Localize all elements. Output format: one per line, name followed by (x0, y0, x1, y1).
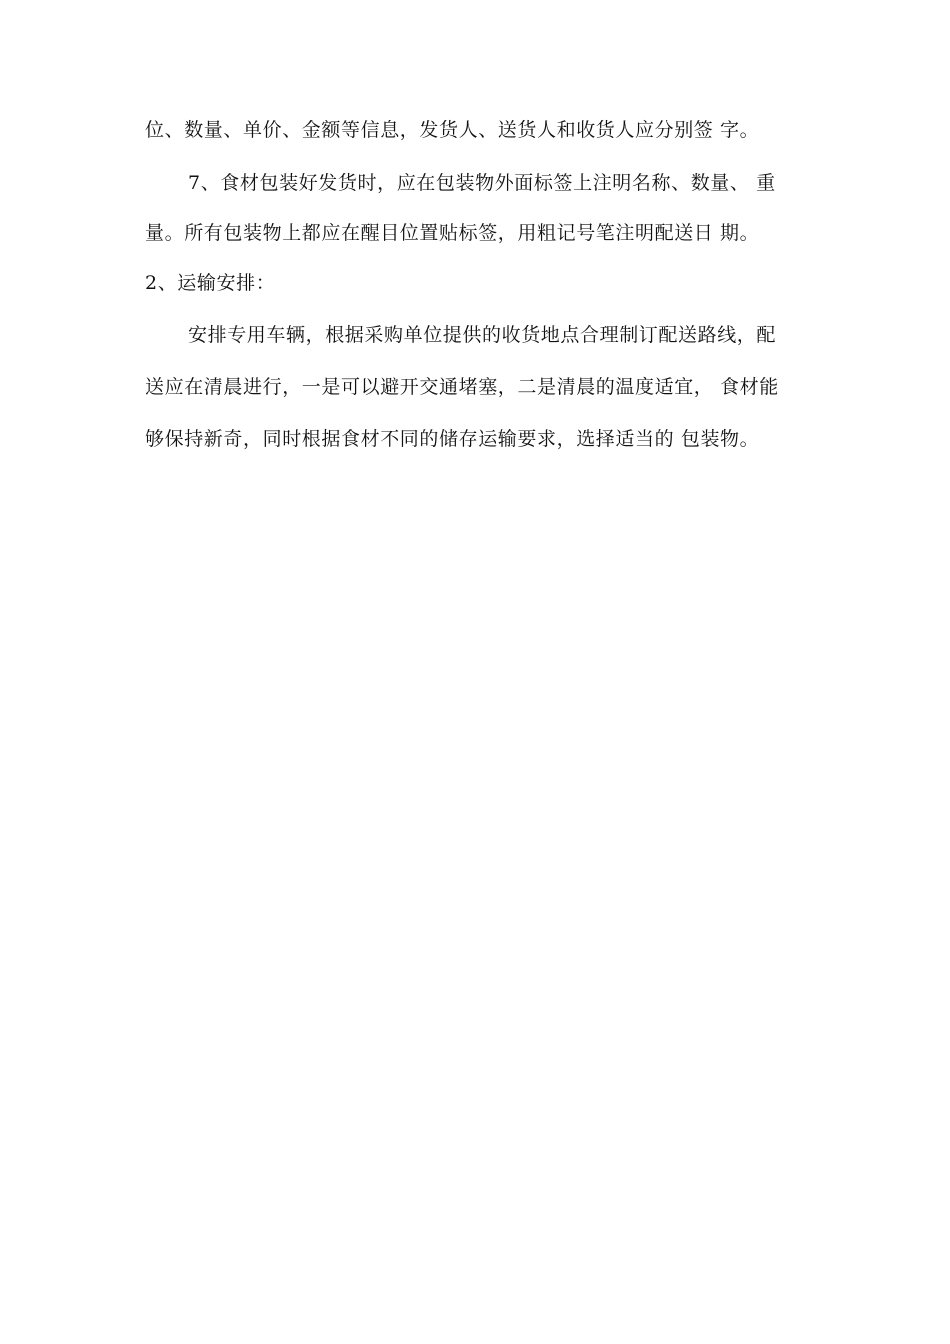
text-line-5: 安排专用车辆，根据采购单位提供的收货地点合理制订配送路线，配 (188, 324, 777, 346)
section-heading-transport: 2、运输安排： (145, 272, 276, 294)
text-line-6: 送应在清晨进行，一是可以避开交通堵塞，二是清晨的温度适宜， 食材能 (145, 376, 779, 398)
text-line-3: 量。所有包装物上都应在醒目位置贴标签，用粗记号笔注明配送日 期。 (145, 222, 760, 244)
text-line-1: 位、数量、单价、金额等信息，发货人、送货人和收货人应分别签 字。 (145, 119, 760, 141)
text-line-item-7: 7、食材包装好发货时，应在包装物外面标签上注明名称、数量、 重 (188, 172, 776, 194)
text-line-7: 够保持新奇，同时根据食材不同的储存运输要求，选择适当的 包装物。 (145, 428, 760, 450)
